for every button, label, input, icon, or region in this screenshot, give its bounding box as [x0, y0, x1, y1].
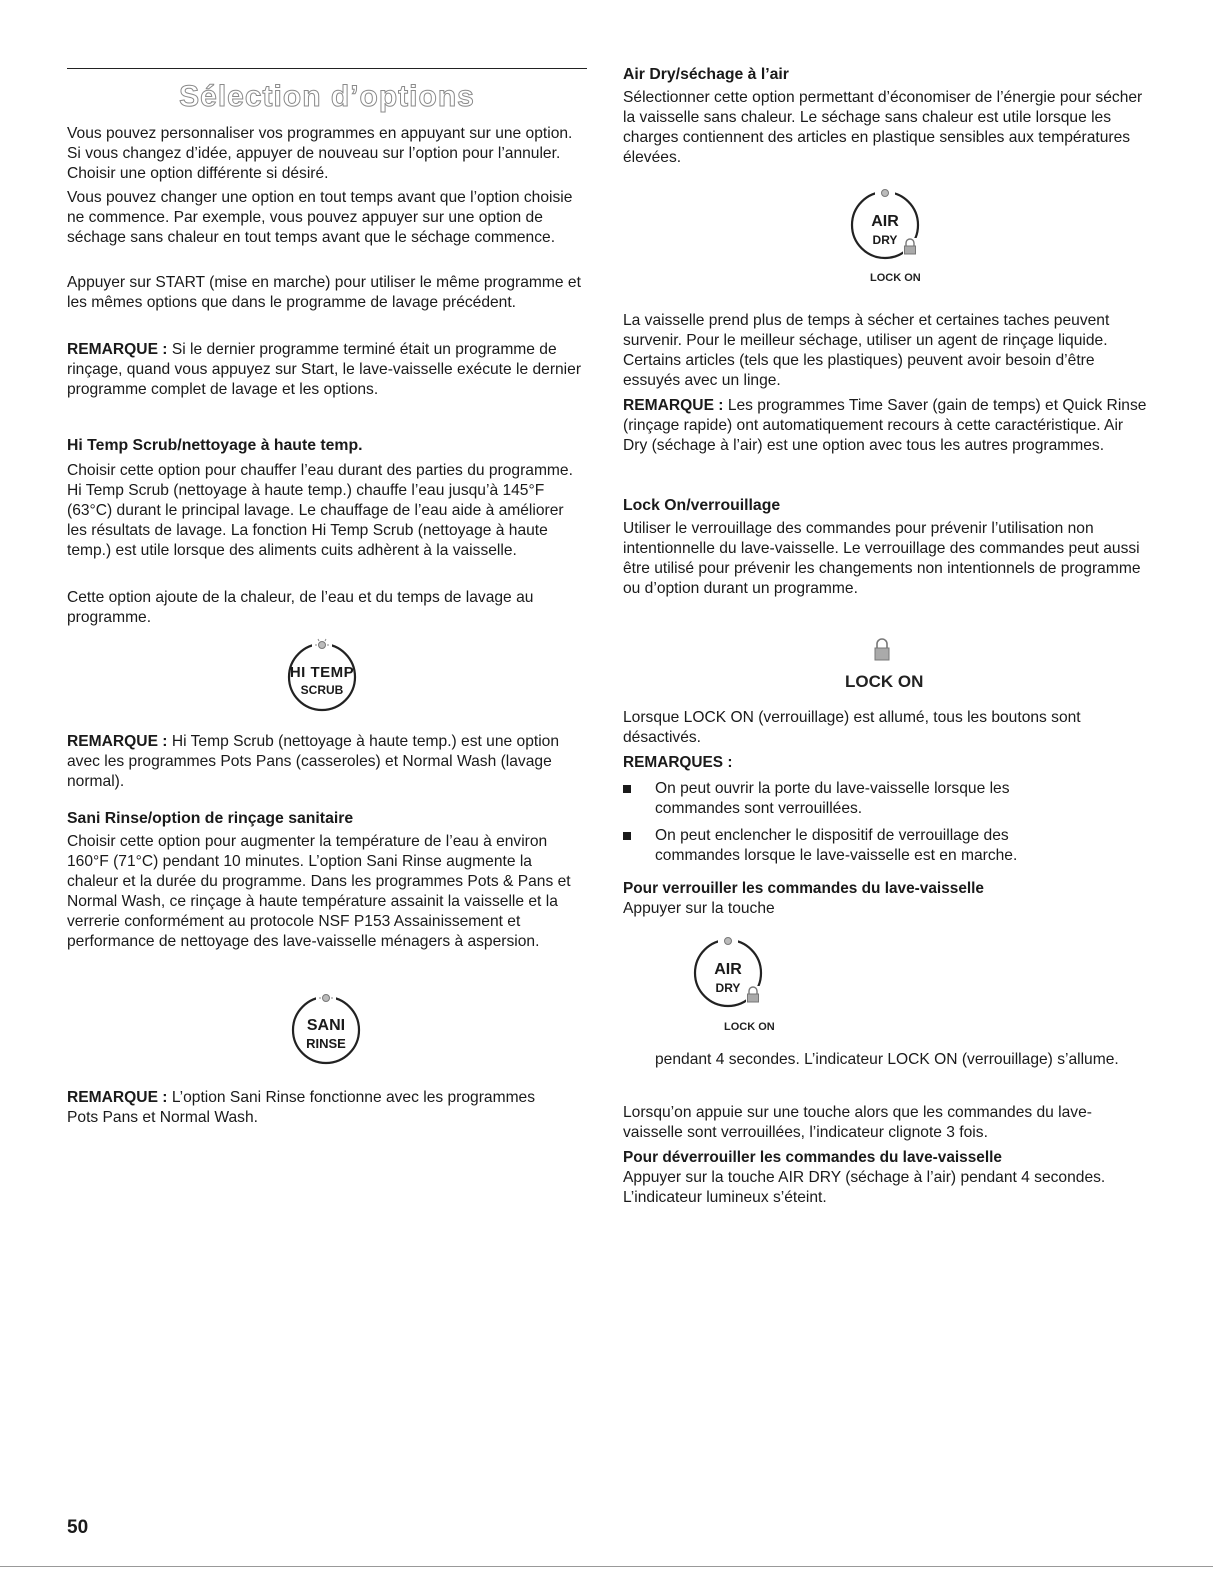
intro-paragraph-1: Vous pouvez personnaliser vos programmes en appuyant sur une option. Si vous changez d’idée, appuyer de nouveau sur l’option pour l’annuler. Choisir une option différente si désiré.	[67, 125, 573, 182]
lock-on-caption: LOCK ON	[870, 272, 921, 284]
airdry-paragraph-2: La vaisselle prend plus de temps à sécher et certaines taches peuvent survenir. Pour le meilleur séchage, utiliser un agent de rinçage liquide. Certains articles (tels que les plastiques) peuvent avoir besoin d’être essuyés avec un linge.	[623, 312, 1110, 389]
hitemp-note-text: Hi Temp Scrub (nettoyage à haute temp.) est une option avec les programmes Pots Pans (casseroles) et Normal Wash (lavage normal).	[67, 733, 560, 790]
list-item: On peut ouvrir la porte du lave-vaisselle lorsque les commandes sont verrouillées.	[623, 779, 1093, 819]
air-dry-lock-button[interactable]	[688, 928, 768, 1018]
note-text: Si le dernier programme terminé était un programme de rinçage, quand vous appuyez sur Start, le lave-vaisselle exécute le dernier programme complet de lavage et les options.	[67, 341, 582, 398]
air-dry-button[interactable]	[845, 180, 925, 270]
rinse-label: RINSE	[306, 1036, 346, 1051]
page-number: 50	[67, 1517, 89, 1538]
hitemp-paragraph-2: Cette option ajoute de la chaleur, de l’eau et du temps de lavage au programme.	[67, 589, 534, 626]
unlock-controls-paragraph: Appuyer sur la touche AIR DRY (séchage à l’air) pendant 4 secondes. L’indicateur lumineux s’éteint.	[623, 1169, 1106, 1206]
lock-indicator	[872, 636, 892, 667]
sani-paragraph-1: Choisir cette option pour augmenter la température de l’eau à environ 160°F (71°C) pendant 10 minutes. L’option Sani Rinse augmente la chaleur et la durée du programme. Dans les programmes Pots & Pans et Normal Wash, ce rinçage à haute température assainit la vaisselle et la verrerie conformément au protocole NSF P153 Assainissement et performance de nettoyage des lave-vaisselle ménagers à aspersion.	[67, 833, 571, 950]
sani-heading: Sani Rinse/option de rinçage sanitaire	[67, 810, 354, 827]
airdry-paragraph-1: Sélectionner cette option permettant d’économiser de l’énergie pour sécher la vaisselle sans chaleur. Le séchage sans chaleur est utile lorsque les charges contiennent des articles en plastique sensibles aux températures élevées.	[623, 89, 1143, 166]
sani-label: SANI	[306, 1017, 346, 1034]
lock-on-caption: LOCK ON	[724, 1021, 775, 1033]
indicator-light-icon	[882, 190, 889, 197]
hi-temp-scrub-button[interactable]	[282, 632, 362, 712]
indicator-light-icon	[319, 642, 326, 649]
sani-note-text: L’option Sani Rinse fonctionne avec les programmes Pots Pans et Normal Wash.	[67, 1089, 536, 1126]
hitemp-note	[67, 732, 587, 792]
lock-icon	[872, 636, 892, 662]
air-label: AIR	[714, 961, 742, 978]
lock-controls-heading: Pour verrouiller les commandes du lave-vaisselle	[623, 880, 984, 897]
notes-heading: REMARQUES :	[623, 754, 733, 771]
intro-paragraph-2: Vous pouvez changer une option en tout temps avant que l’option choisie ne commence. Par exemple, vous pouvez appuyer sur une option de séchage sans chaleur en tout temps avant que le séchage commence.	[67, 189, 573, 246]
lock-controls-paragraph-2: pendant 4 secondes. L’indicateur LOCK ON (verrouillage) s’allume.	[655, 1051, 1119, 1068]
title-rule	[67, 68, 587, 69]
hitemp-heading: Hi Temp Scrub/nettoyage à haute temp.	[67, 437, 363, 454]
dry-label: DRY	[872, 233, 898, 247]
lock-on-indicator-label: LOCK ON	[845, 672, 924, 691]
lock-controls-paragraph-3: Lorsqu’on appuie sur une touche alors que les commandes du lave-vaisselle sont verrouillées, l’indicateur clignote 3 fois.	[623, 1104, 1092, 1141]
bullet-icon	[623, 832, 631, 840]
lock-paragraph-1: Utiliser le verrouillage des commandes pour prévenir l’utilisation non intentionnelle du lave-vaisselle. Le verrouillage des commandes peut aussi être utilisé pour prévenir les changements non intentionnels de programme ou d’option durant un programme.	[623, 520, 1141, 597]
sani-rinse-button[interactable]	[286, 985, 366, 1065]
airdry-note-text: Les programmes Time Saver (gain de temps) et Quick Rinse (rinçage rapide) ont automatiquement recours à cette caractéristique. Air Dry (séchage à l’air) est une option avec tous les autres programmes.	[623, 397, 1147, 454]
airdry-heading: Air Dry/séchage à l’air	[623, 66, 789, 83]
hitemp-paragraph-1: Choisir cette option pour chauffer l’eau durant des parties du programme. Hi Temp Scrub (nettoyage à haute temp.) chauffe l’eau jusqu’à 145°F (63°C) durant le principal lavage. Le chauffage de l’eau aide à améliorer les résultats de lavage. La fonction Hi Temp Scrub (nettoyage à haute temp.) est utile lorsque des aliments cuits adhèrent à la vaisselle.	[67, 462, 573, 559]
page-title: Sélection d’options	[179, 80, 475, 113]
lock-heading: Lock On/verrouillage	[623, 497, 781, 514]
note-label: REMARQUE :	[67, 341, 168, 358]
indicator-light-icon	[323, 995, 330, 1002]
airdry-note-label: REMARQUE :	[623, 397, 724, 414]
sani-note	[67, 1088, 567, 1128]
airdry-note	[623, 396, 1148, 456]
lock-paragraph-2: Lorsque LOCK ON (verrouillage) est allumé, tous les boutons sont désactivés.	[623, 709, 1081, 746]
sani-note-label: REMARQUE :	[67, 1089, 168, 1106]
lock-controls-paragraph-1: Appuyer sur la touche	[623, 900, 775, 917]
bullet-icon	[623, 785, 631, 793]
air-label: AIR	[871, 213, 899, 230]
note-paragraph	[67, 340, 587, 400]
hitemp-note-label: REMARQUE :	[67, 733, 168, 750]
dry-label: DRY	[715, 981, 741, 995]
footer-rule	[0, 1566, 1213, 1567]
notes-list	[623, 779, 1093, 866]
hi-temp-label: HI TEMP	[289, 664, 355, 681]
unlock-controls-heading: Pour déverrouiller les commandes du lave-vaisselle	[623, 1149, 1002, 1166]
scrub-label: SCRUB	[300, 683, 344, 697]
intro-paragraph-3: Appuyer sur START (mise en marche) pour utiliser le même programme et les mêmes options que dans le programme de lavage précédent.	[67, 274, 581, 311]
indicator-light-icon	[725, 938, 732, 945]
list-item: On peut enclencher le dispositif de verrouillage des commandes lorsque le lave-vaisselle est en marche.	[623, 826, 1093, 866]
